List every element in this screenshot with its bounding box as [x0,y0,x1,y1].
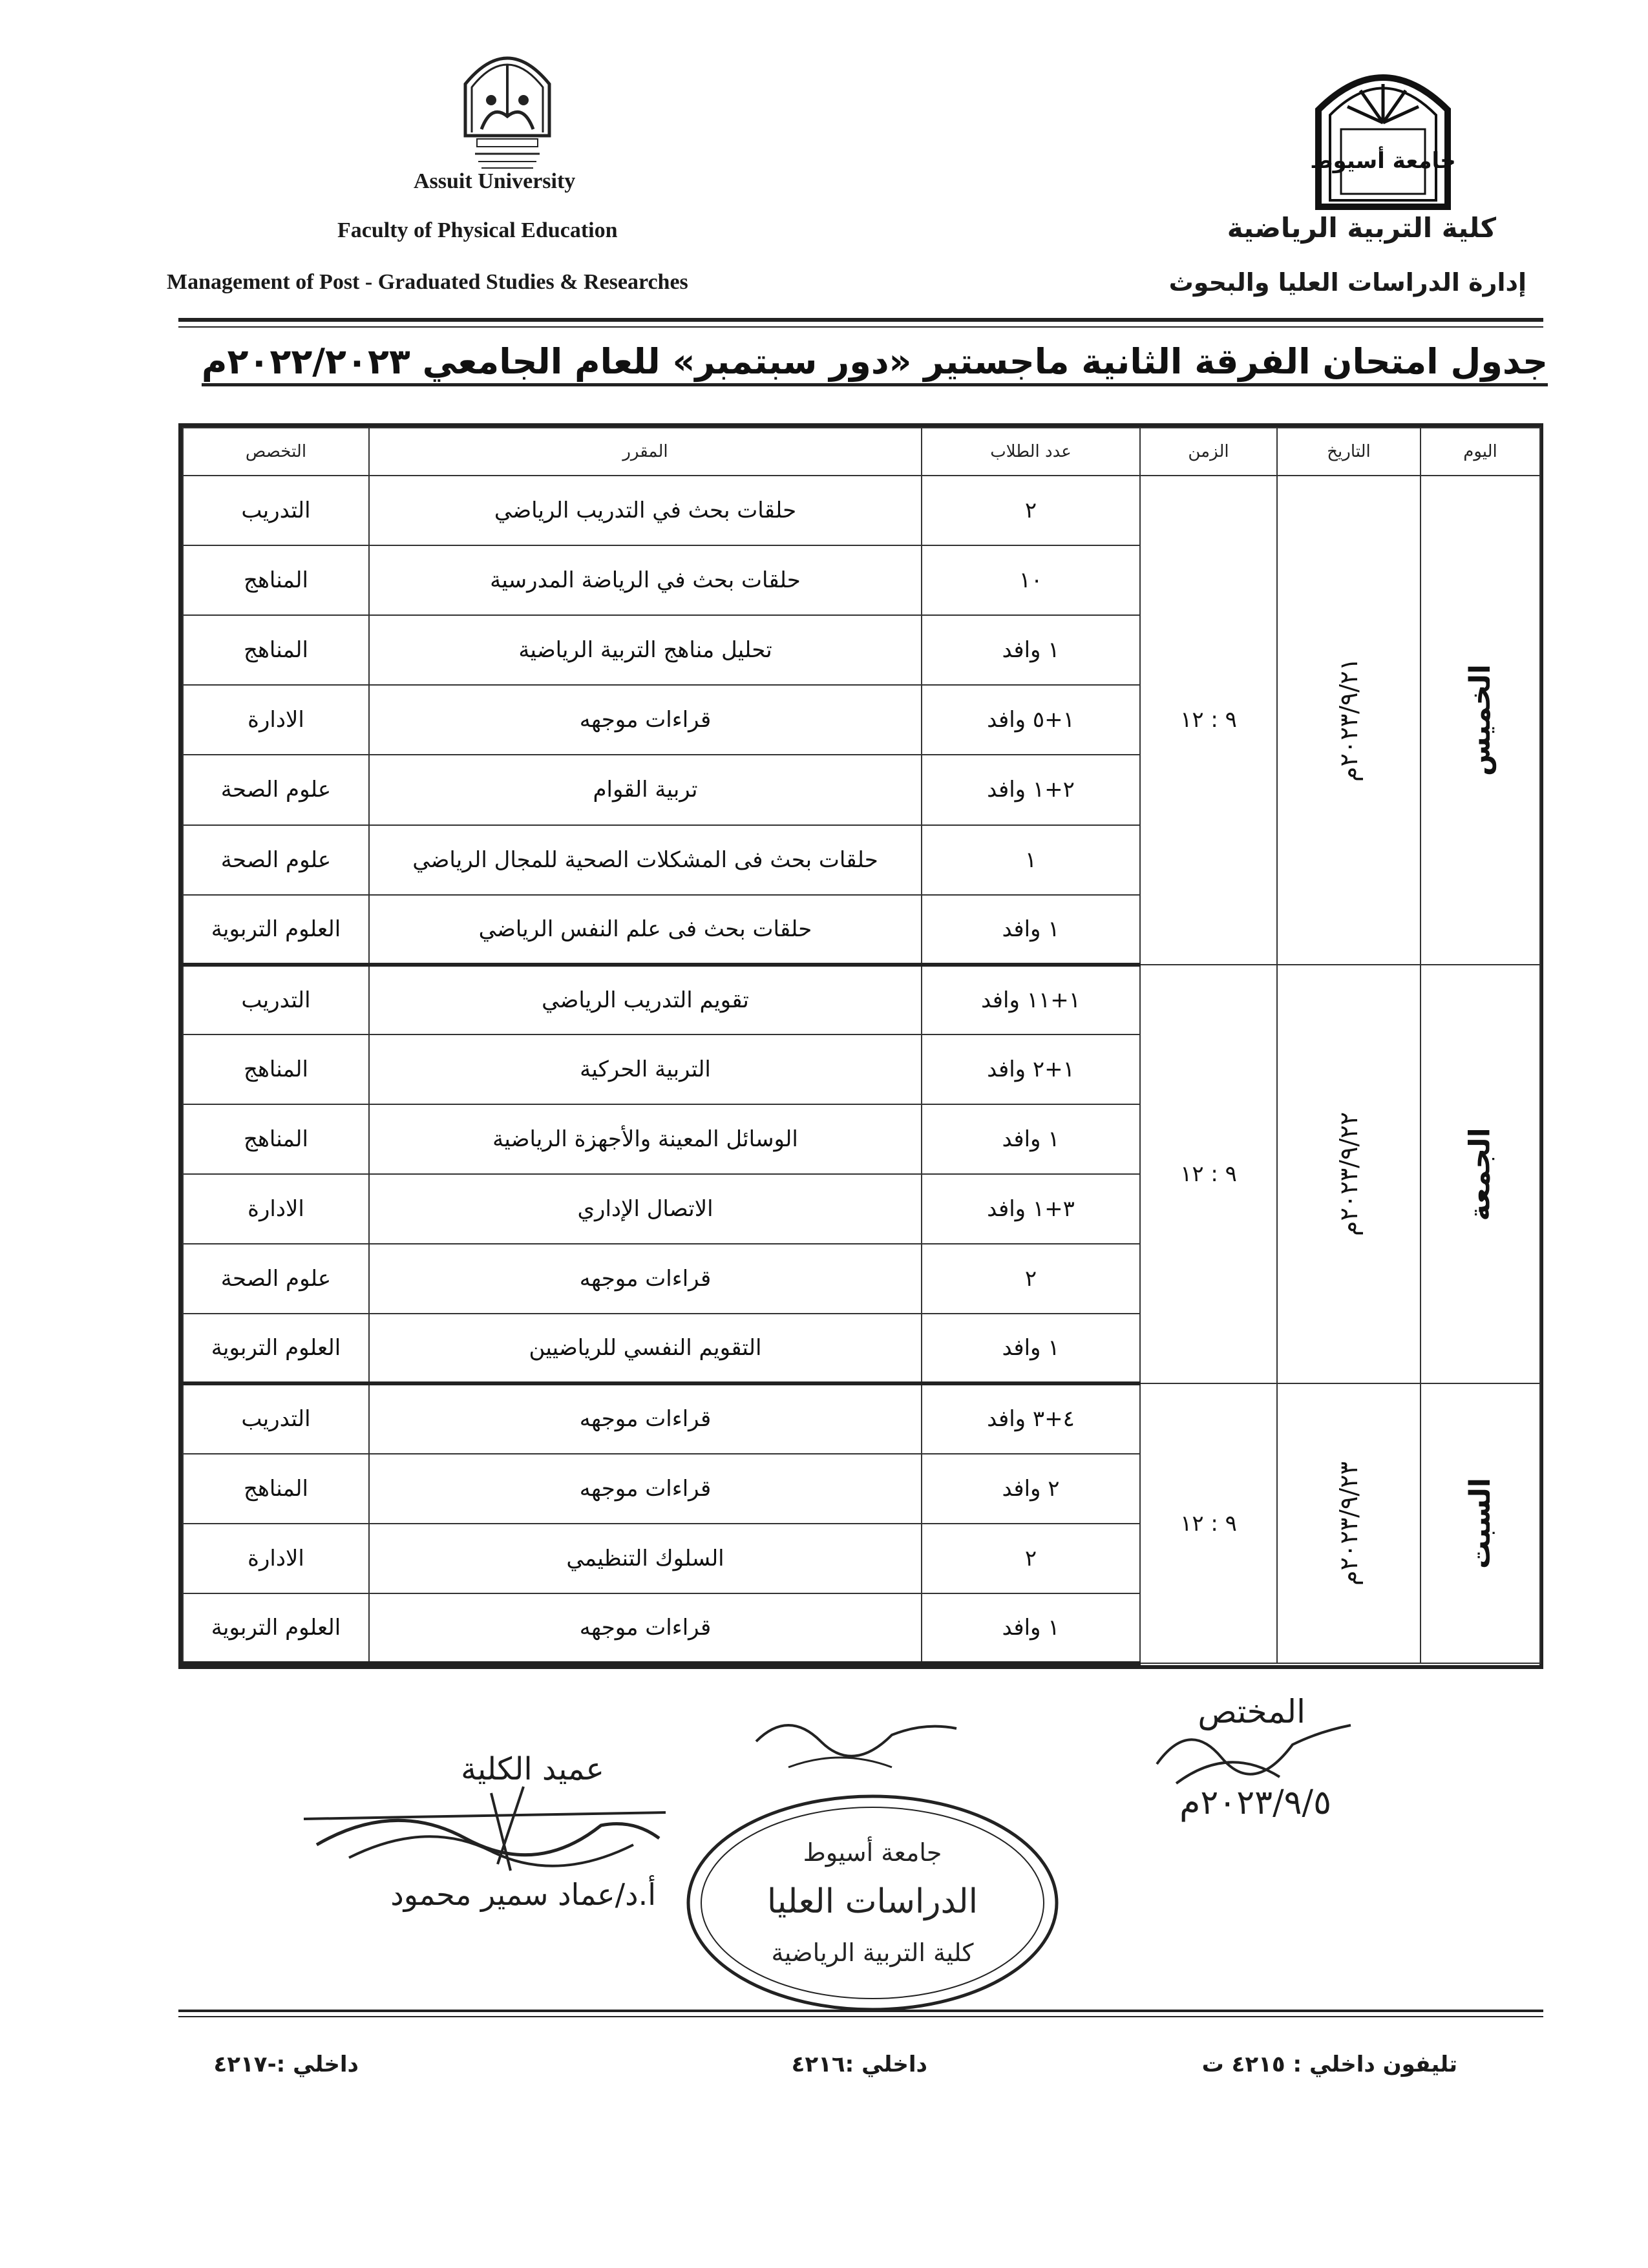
course-cell: قراءات موجهه [369,1454,922,1524]
date-cell [1277,1383,1421,1663]
students-cell: ٣+١ وافد [922,1174,1140,1244]
specialty-cell: العلوم التربوية [183,895,369,965]
day-label: الخميس [1463,664,1497,776]
students-cell: ١+٢ وافد [922,1034,1140,1104]
date-label: ٢٠٢٣/٩/٢١م [1334,658,1363,782]
time-cell: ٩ : ١٢ [1140,965,1277,1384]
course-cell: حلقات بحث في التدريب الرياضي [369,476,922,545]
course-cell: قراءات موجهه [369,1593,922,1663]
date-label: ٢٠٢٣/٩/٢٢م [1334,1112,1363,1237]
university-logo-icon [1305,65,1461,213]
approval-signature-icon [750,1703,963,1780]
course-cell: تربية القوام [369,755,922,824]
col-header-day: اليوم [1421,428,1540,476]
table-row [183,476,1540,545]
date-cell [1277,965,1421,1384]
course-cell: الوسائل المعينة والأجهزة الرياضية [369,1104,922,1174]
col-header-time: الزمن [1140,428,1277,476]
students-cell: ٢ [922,476,1140,545]
specialty-cell: المناهج [183,1454,369,1524]
footer-phone-left: داخلي :-٤٢١٧ [213,2052,359,2077]
footer-rule [178,2010,1543,2012]
specialty-cell: علوم الصحة [183,825,369,895]
specialty-cell: المناهج [183,615,369,685]
header-rule-thin [178,326,1543,328]
university-name-en: Assuit University [414,169,576,193]
specialty-cell: التدريب [183,476,369,545]
students-cell: ١ وافد [922,1593,1140,1663]
students-cell: ٤+٣ وافد [922,1383,1140,1453]
students-cell: ٢ [922,1244,1140,1314]
date-cell [1277,476,1421,965]
header-rule [178,318,1543,322]
students-cell: ١ وافد [922,895,1140,965]
management-name-ar: إدارة الدراسات العليا والبحوث [1168,268,1527,297]
students-cell: ٢ وافد [922,1454,1140,1524]
course-cell: حلقات بحث فى المشكلات الصحية للمجال الرياضي [369,825,922,895]
specialist-date: ٢٠٢٣/٩/٥م [1179,1783,1331,1822]
students-cell: ١ [922,825,1140,895]
course-cell: تحليل مناهج التربية الرياضية [369,615,922,685]
students-cell: ١+٥ وافد [922,685,1140,755]
students-cell: ٢+١ وافد [922,755,1140,824]
course-cell: قراءات موجهه [369,1244,922,1314]
faculty-name-ar: كلية التربية الرياضية [1227,212,1496,244]
official-stamp-icon [682,1790,1063,2016]
students-cell: ١ وافد [922,615,1140,685]
footer-phone-right: تليفون داخلي : ٤٢١٥ ت [1201,2052,1457,2077]
dean-signature-icon [297,1780,672,1877]
students-cell: ١+١١ وافد [922,965,1140,1034]
day-cell [1421,476,1540,965]
col-header-course: المقرر [369,428,922,476]
specialty-cell: العلوم التربوية [183,1593,369,1663]
course-cell: قراءات موجهه [369,685,922,755]
day-cell [1421,965,1540,1384]
specialist-signature-icon [1150,1706,1357,1796]
management-name-en: Management of Post - Graduated Studies & Researches [167,270,688,294]
specialty-cell: علوم الصحة [183,755,369,824]
stamp-line-1: جامعة أسيوط [803,1838,942,1867]
course-cell: الاتصال الإداري [369,1174,922,1244]
faculty-name-en: Faculty of Physical Education [337,218,618,242]
students-cell: ٢ [922,1524,1140,1593]
col-header-specialty: التخصص [183,428,369,476]
university-logo-text: جامعة أسيوط [1310,148,1456,174]
faculty-logo-icon [446,39,569,174]
stamp-line-3: كلية التربية الرياضية [771,1938,974,1967]
exam-schedule-table [178,423,1543,1669]
course-cell: تقويم التدريب الرياضي [369,965,922,1034]
day-cell [1421,1383,1540,1663]
specialty-cell: المناهج [183,545,369,615]
time-cell: ٩ : ١٢ [1140,476,1277,965]
day-label: السبت [1463,1478,1497,1570]
specialty-cell: المناهج [183,1034,369,1104]
students-cell: ١ وافد [922,1104,1140,1174]
page-title: جدول امتحان الفرقة الثانية ماجستير «دور سبتمبر» للعام الجامعي ٢٠٢٢/٢٠٢٣م [202,341,1548,386]
specialty-cell: علوم الصحة [183,1244,369,1314]
table-header-row [183,428,1540,476]
day-label: الجمعة [1464,1127,1497,1221]
specialty-cell: العلوم التربوية [183,1314,369,1383]
time-cell: ٩ : ١٢ [1140,1383,1277,1663]
col-header-date: التاريخ [1277,428,1421,476]
course-cell: التقويم النفسي للرياضيين [369,1314,922,1383]
specialty-cell: الادارة [183,1524,369,1593]
course-cell: التربية الحركية [369,1034,922,1104]
footer-rule-thin [178,2016,1543,2017]
specialty-cell: التدريب [183,1383,369,1453]
specialist-title: المختص [1198,1693,1305,1730]
footer-phone-middle: داخلي :٤٢١٦ [791,2052,927,2077]
specialty-cell: التدريب [183,965,369,1034]
course-cell: حلقات بحث في الرياضة المدرسية [369,545,922,615]
stamp-line-2: الدراسات العليا [766,1882,978,1921]
table-row [183,965,1540,1034]
specialty-cell: الادارة [183,1174,369,1244]
dean-name: أ.د/عماد سمير محمود [390,1877,656,1912]
date-label: ٢٠٢٣/٩/٢٣م [1334,1461,1363,1586]
students-cell: ١ وافد [922,1314,1140,1383]
course-cell: قراءات موجهه [369,1383,922,1453]
course-cell: السلوك التنظيمي [369,1524,922,1593]
specialty-cell: المناهج [183,1104,369,1174]
specialty-cell: الادارة [183,685,369,755]
dean-title: عميد الكلية [461,1751,604,1787]
table-row [183,1383,1540,1453]
students-cell: ١٠ [922,545,1140,615]
col-header-students: عدد الطلاب [922,428,1140,476]
course-cell: حلقات بحث فى علم النفس الرياضي [369,895,922,965]
